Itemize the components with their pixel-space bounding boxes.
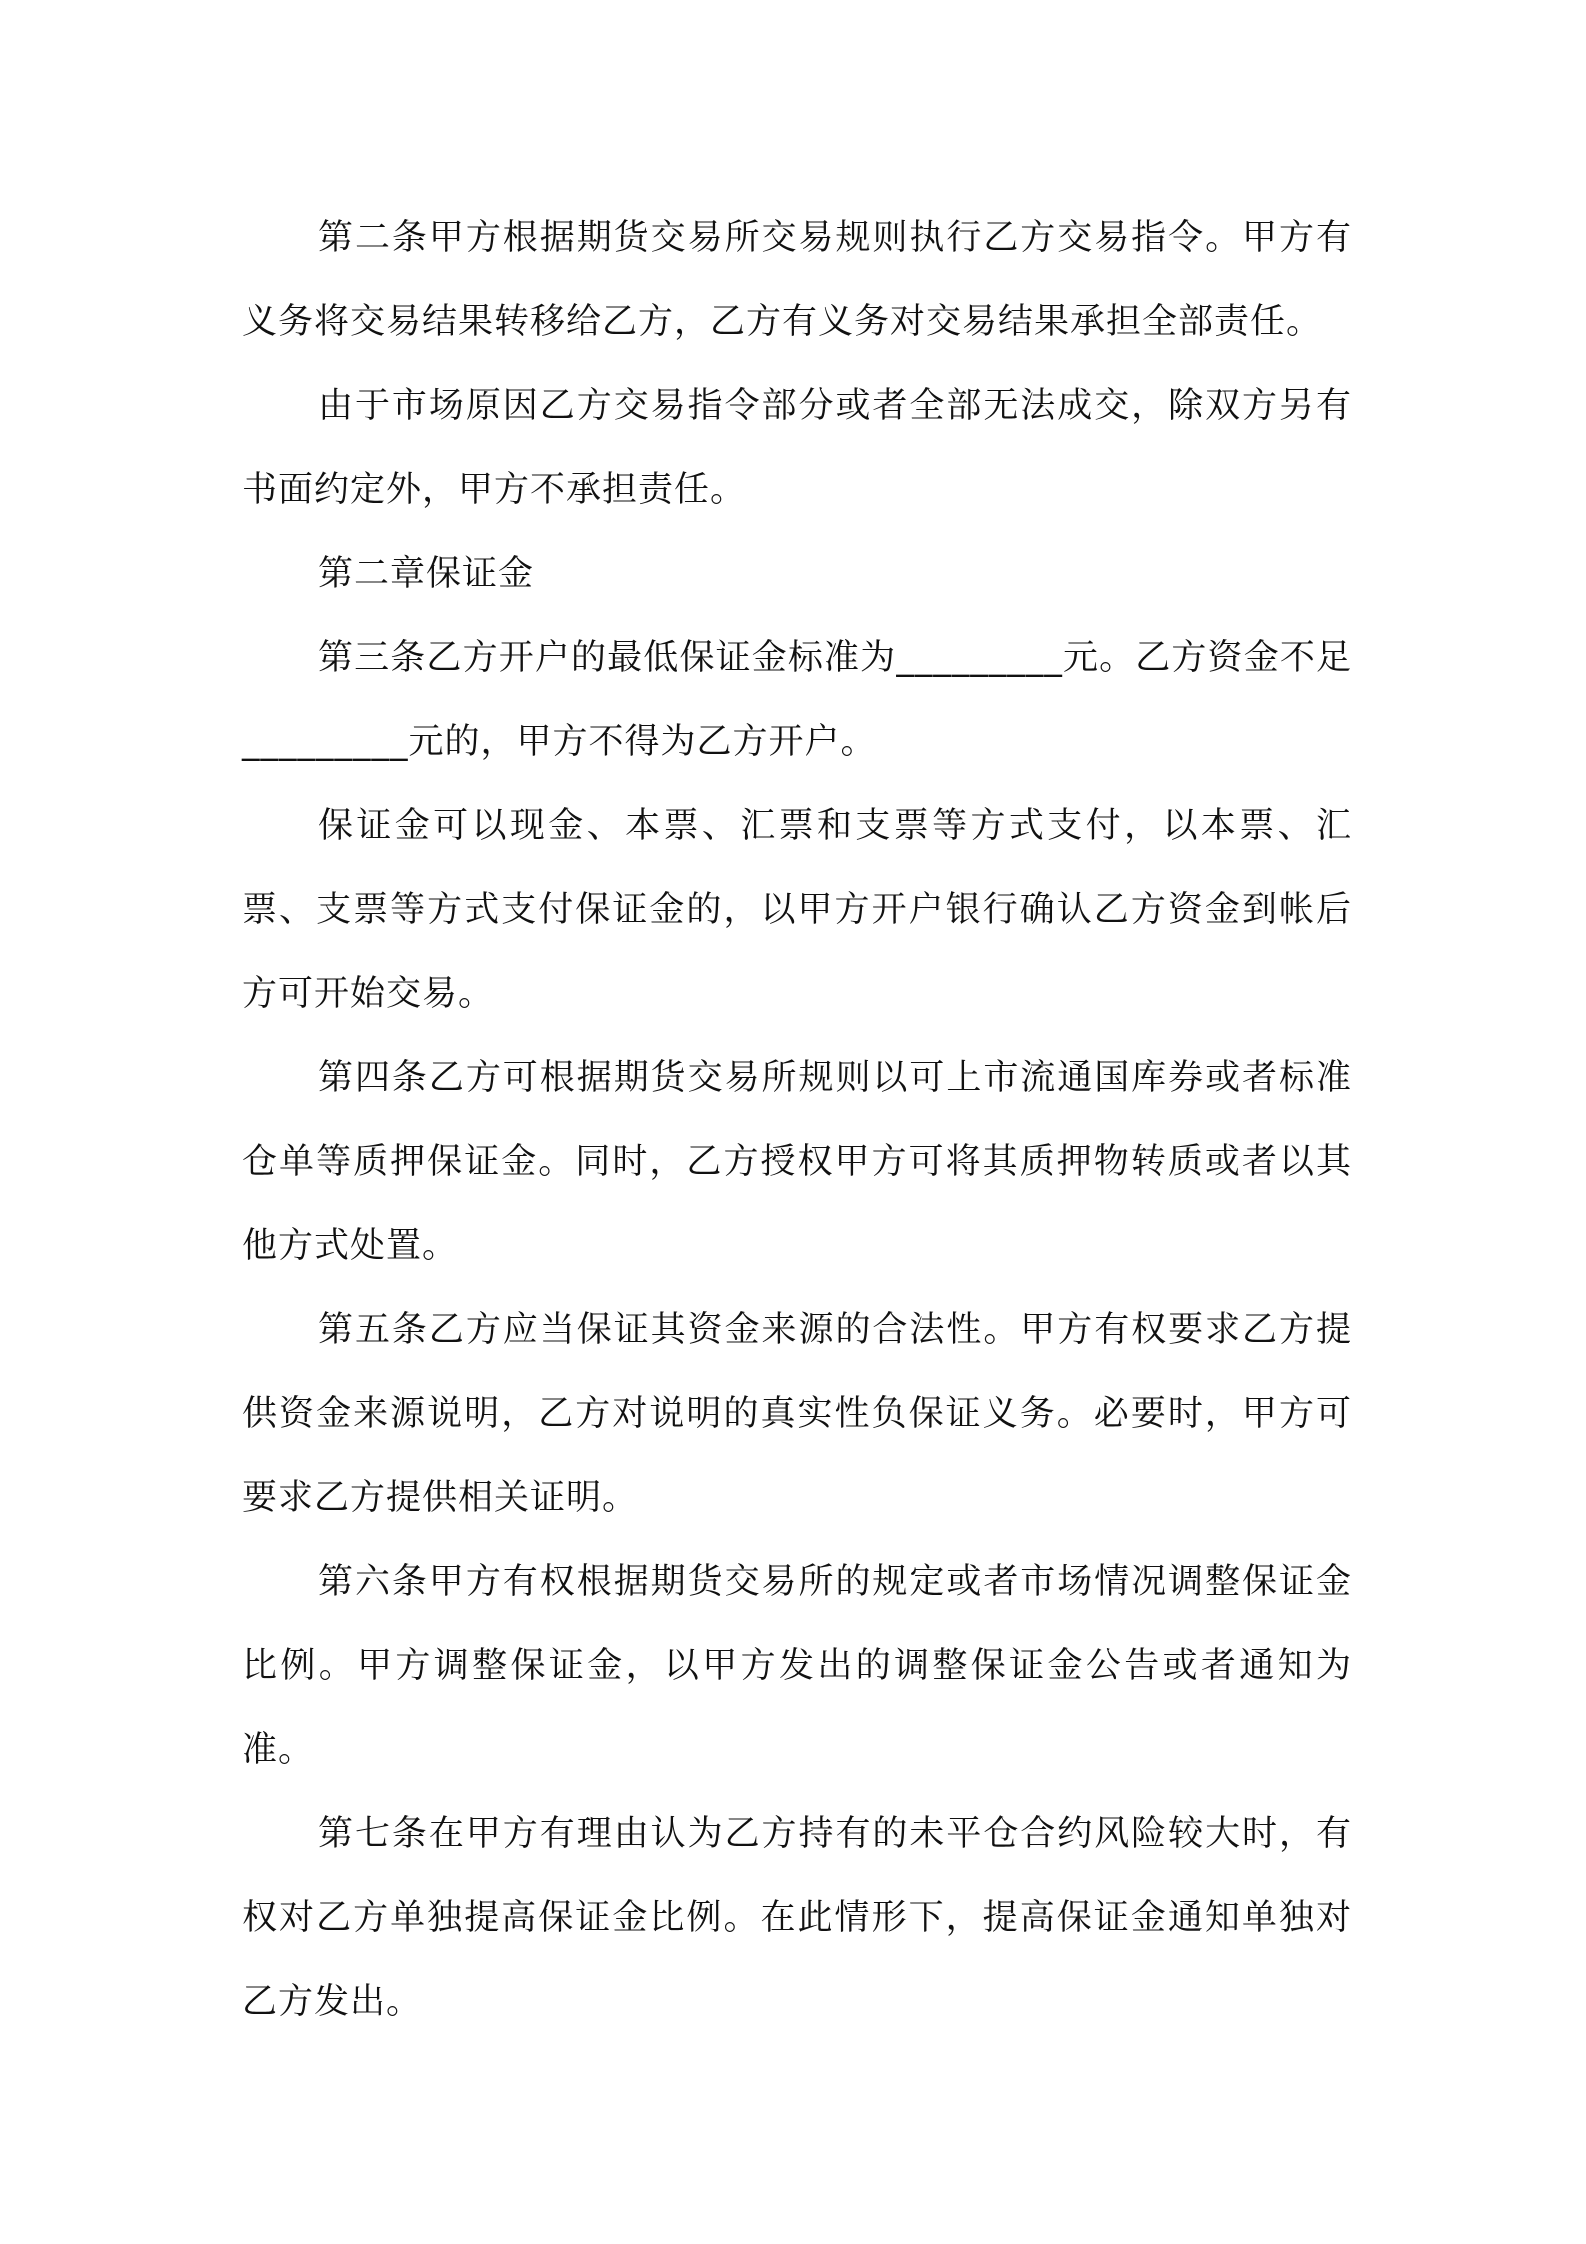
market-reason-paragraph: 由于市场原因乙方交易指令部分或者全部无法成交，除双方另有书面约定外，甲方不承担责任。 (242, 386, 1352, 510)
article-3-paragraph: 第三条乙方开户的最低保证金标准为_________元。乙方资金不足_________元的，甲方不得为乙方开户。 (242, 638, 1352, 762)
payment-method-paragraph: 保证金可以现金、本票、汇票和支票等方式支付，以本票、汇票、支票等方式支付保证金的，以甲方开户银行确认乙方资金到帐后方可开始交易。 (242, 806, 1352, 1014)
article-4-paragraph: 第四条乙方可根据期货交易所规则以可上市流通国库券或者标准仓单等质押保证金。同时，乙方授权甲方可将其质押物转质或者以其他方式处置。 (242, 1058, 1352, 1266)
article-7-paragraph: 第七条在甲方有理由认为乙方持有的未平仓合约风险较大时，有权对乙方单独提高保证金比例。在此情形下，提高保证金通知单独对乙方发出。 (242, 1814, 1352, 2022)
article-6-paragraph: 第六条甲方有权根据期货交易所的规定或者市场情况调整保证金比例。甲方调整保证金，以甲方发出的调整保证金公告或者通知为准。 (242, 1562, 1352, 1770)
article-5-paragraph: 第五条乙方应当保证其资金来源的合法性。甲方有权要求乙方提供资金来源说明，乙方对说明的真实性负保证义务。必要时，甲方可要求乙方提供相关证明。 (242, 1310, 1352, 1518)
chapter-heading: 第二章保证金 (318, 554, 535, 594)
document-body (242, 196, 1352, 2044)
article-2-paragraph: 第二条甲方根据期货交易所交易规则执行乙方交易指令。甲方有义务将交易结果转移给乙方，乙方有义务对交易结果承担全部责任。 (242, 218, 1352, 342)
